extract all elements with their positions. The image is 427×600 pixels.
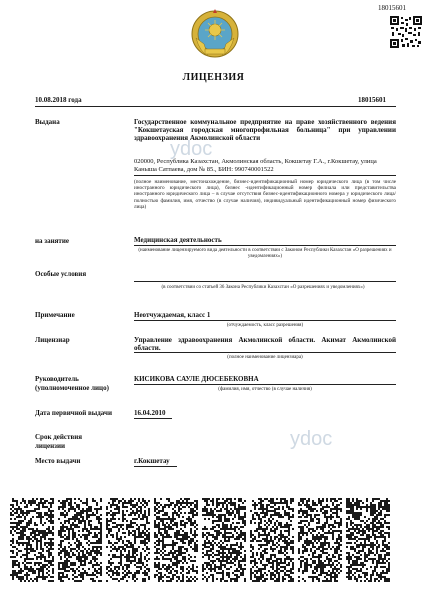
- place-underline: [134, 466, 177, 467]
- first-issue-underline: [134, 418, 172, 419]
- issued-org-name: Государственное коммунальное предприятие на праве хозяйственного ведения "Кокшетауская городская многопрофильная больница" при управлении здравоохранения Акмолинской области: [134, 118, 396, 142]
- activity-label: на занятие: [35, 237, 69, 245]
- qr-code-icon: [390, 16, 422, 48]
- barcode-block-3: [106, 498, 150, 582]
- validity-label: Срок действия: [35, 433, 83, 441]
- issued-address: 020000, Республика Казахстан, Акмолинская область, Кокшетау Г.А., г.Кокшетау, улица Каныша Сатпаева, дом № 85., БИН: 990740001522: [134, 158, 377, 173]
- place-value: г.Кокшетау: [134, 457, 170, 465]
- validity-label-sub: лицензии: [35, 442, 66, 450]
- head-value: КИСИКОВА САУЛЕ ДЮСЕБЕКОВНА: [134, 375, 259, 383]
- barcode-block-7: [298, 498, 342, 582]
- activity-underline: [134, 245, 396, 246]
- issued-underline: [134, 175, 396, 176]
- place-label: Место выдачи: [35, 457, 81, 465]
- barcode-block-6: [250, 498, 294, 582]
- activity-caption: (наименование лицензируемого вида деятельности в соответствии с Законом Республики Казахстан «О разрешениях и уведомлениях»): [138, 248, 392, 259]
- head-caption: (фамилия, имя, отчество (в случае наличия): [218, 387, 312, 392]
- barcode-block-1: [10, 498, 54, 582]
- head-label: Руководитель: [35, 375, 79, 383]
- conditions-underline: [134, 281, 396, 282]
- licensor-caption: (полное наименование лицензиара): [227, 355, 303, 360]
- license-number: 18015601: [358, 96, 386, 104]
- barcode-block-2: [58, 498, 102, 582]
- head-underline: [134, 384, 396, 385]
- head-label-sub: (уполномоченное лицо): [35, 384, 109, 392]
- conditions-label: Особые условия: [35, 270, 87, 278]
- conditions-caption: (в соответствии со статьей 36 Закона Республики Казахстан «О разрешениях и уведомлениях»): [161, 285, 365, 290]
- activity-value: Медицинская деятельность: [134, 236, 222, 244]
- barcode-block-4: [154, 498, 198, 582]
- document-title: ЛИЦЕНЗИЯ: [182, 72, 245, 83]
- note-value: Неотчуждаемая, класс 1: [134, 311, 211, 319]
- date-divider: [35, 106, 396, 107]
- doc-number-top: 18015601: [378, 4, 406, 12]
- issued-caption: (полное наименование, местонахождение, бизнес-идентификационный номер юридического лица (в том числе иностранного юридического лица), бизнес -идентификационный номер филиала или представительства иностранного юридического лица – в случае отсутствия бизнес-идентификационного номера у юридического лица/полностью фамилия, имя, отчество (в случае наличия), индивидуальный идентификационный номер физического лица): [134, 179, 396, 210]
- first-issue-value: 16.04.2010: [134, 409, 166, 417]
- note-label: Примечание: [35, 311, 75, 319]
- first-issue-label: Дата первичной выдачи: [35, 409, 113, 417]
- licensor-value: Управление здравоохранения Акмолинской области. Акимат Акмолинской области.: [134, 336, 396, 352]
- barcode-block-8: [346, 498, 390, 582]
- licensor-underline: [134, 352, 396, 353]
- kazakhstan-emblem-icon: [190, 8, 240, 60]
- note-underline: [134, 320, 396, 321]
- issued-label: Выдана: [35, 118, 60, 126]
- license-date: 10.08.2018 года: [35, 96, 82, 104]
- barcode-block-5: [202, 498, 246, 582]
- watermark-bottom: ydoc: [290, 428, 333, 450]
- licensor-label: Лицензиар: [35, 336, 70, 344]
- watermark-top: ydoc: [170, 138, 213, 160]
- note-caption: (отчуждаемость, класс разрешения): [226, 323, 304, 328]
